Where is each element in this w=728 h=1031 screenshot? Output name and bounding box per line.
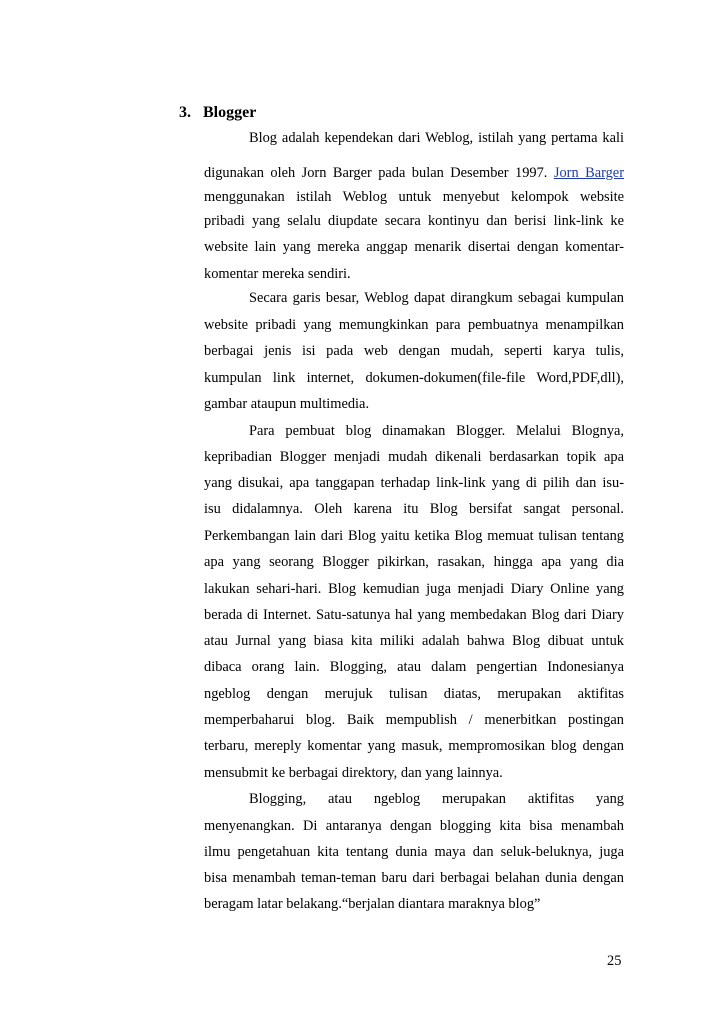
paragraph-3-line-4: isu didalamnya. Oleh karena itu Blog bersifat sangat personal.	[204, 501, 624, 517]
paragraph-1-line-2	[204, 164, 624, 182]
paragraph-3-line-10: dibaca orang lain. Blogging, atau dalam pengertian Indonesianya	[204, 659, 624, 675]
paragraph-4-line-1: Blogging, atau ngeblog merupakan aktifitas yang	[249, 791, 624, 807]
section-title: Blogger	[203, 104, 257, 121]
page-number: 25	[607, 953, 622, 969]
paragraph-3-line-12: memperbaharui blog. Baik mempublish / menerbitkan postingan	[204, 712, 624, 728]
paragraph-3-line-14: mensubmit ke berbagai direktory, dan yang lainnya.	[204, 765, 503, 781]
paragraph-4-line-4: bisa menambah teman-teman baru dari berbagai belahan dunia dengan	[204, 870, 624, 886]
paragraph-3-line-9: atau Jurnal yang biasa kita miliki adalah bahwa Blog dibuat untuk	[204, 633, 624, 649]
paragraph-1-line-1: Blog adalah kependekan dari Weblog, istilah yang pertama kali	[249, 130, 624, 146]
section-heading	[179, 104, 256, 122]
paragraph-3-line-6: apa yang seorang Blogger pikirkan, rasakan, hingga apa yang dia	[204, 554, 624, 570]
paragraph-4-line-2: menyenangkan. Di antaranya dengan blogging kita bisa menambah	[204, 818, 624, 834]
paragraph-2-line-3: berbagai jenis isi pada web dengan mudah, seperti karya tulis,	[204, 343, 624, 359]
paragraph-3-line-3: yang disukai, apa tanggapan terhadap link-link yang di pilih dan isu-	[204, 475, 624, 491]
paragraph-2-line-5: gambar ataupun multimedia.	[204, 396, 370, 412]
paragraph-3-line-7: lakukan sehari-hari. Blog kemudian juga menjadi Diary Online yang	[204, 581, 624, 597]
paragraph-2-line-1: Secara garis besar, Weblog dapat dirangkum sebagai kumpulan	[249, 290, 624, 306]
paragraph-2-line-4: kumpulan link internet, dokumen-dokumen(file-file Word,PDF,dll),	[204, 370, 624, 386]
paragraph-4-line-5: beragam latar belakang.“berjalan diantara maraknya blog”	[204, 896, 541, 912]
paragraph-3-line-5: Perkembangan lain dari Blog yaitu ketika Blog memuat tulisan tentang	[204, 528, 624, 544]
paragraph-3-line-1: Para pembuat blog dinamakan Blogger. Melalui Blognya,	[249, 423, 624, 439]
paragraph-3-line-13: terbaru, mereply komentar yang masuk, mempromosikan blog dengan	[204, 738, 624, 754]
paragraph-3-line-8: berada di Internet. Satu-satunya hal yang membedakan Blog dari Diary	[204, 607, 624, 623]
section-number: 3.	[179, 104, 191, 121]
paragraph-1-line-3: menggunakan istilah Weblog untuk menyebut kelompok website	[204, 189, 624, 205]
paragraph-3-line-2: kepribadian Blogger menjadi mudah dikenali berdasarkan topik apa	[204, 449, 624, 465]
paragraph-4-line-3: ilmu pengetahuan kita tentang dunia maya dan seluk-beluknya, juga	[204, 844, 624, 860]
paragraph-1-line-5: website lain yang mereka anggap menarik disertai dengan komentar-	[204, 239, 624, 255]
paragraph-3-line-11: ngeblog dengan merujuk tulisan diatas, merupakan aktifitas	[204, 686, 624, 702]
paragraph-1-line-4: pribadi yang selalu diupdate secara kontinyu dan berisi link-link ke	[204, 213, 624, 229]
paragraph-1-line-2-text: digunakan oleh Jorn Barger pada bulan Desember 1997.	[204, 165, 548, 181]
paragraph-2-line-2: website pribadi yang memungkinkan para pembuatnya menampilkan	[204, 317, 624, 333]
jorn-barger-link[interactable]: Jorn Barger	[553, 165, 624, 181]
paragraph-1-line-6: komentar mereka sendiri.	[204, 266, 351, 282]
